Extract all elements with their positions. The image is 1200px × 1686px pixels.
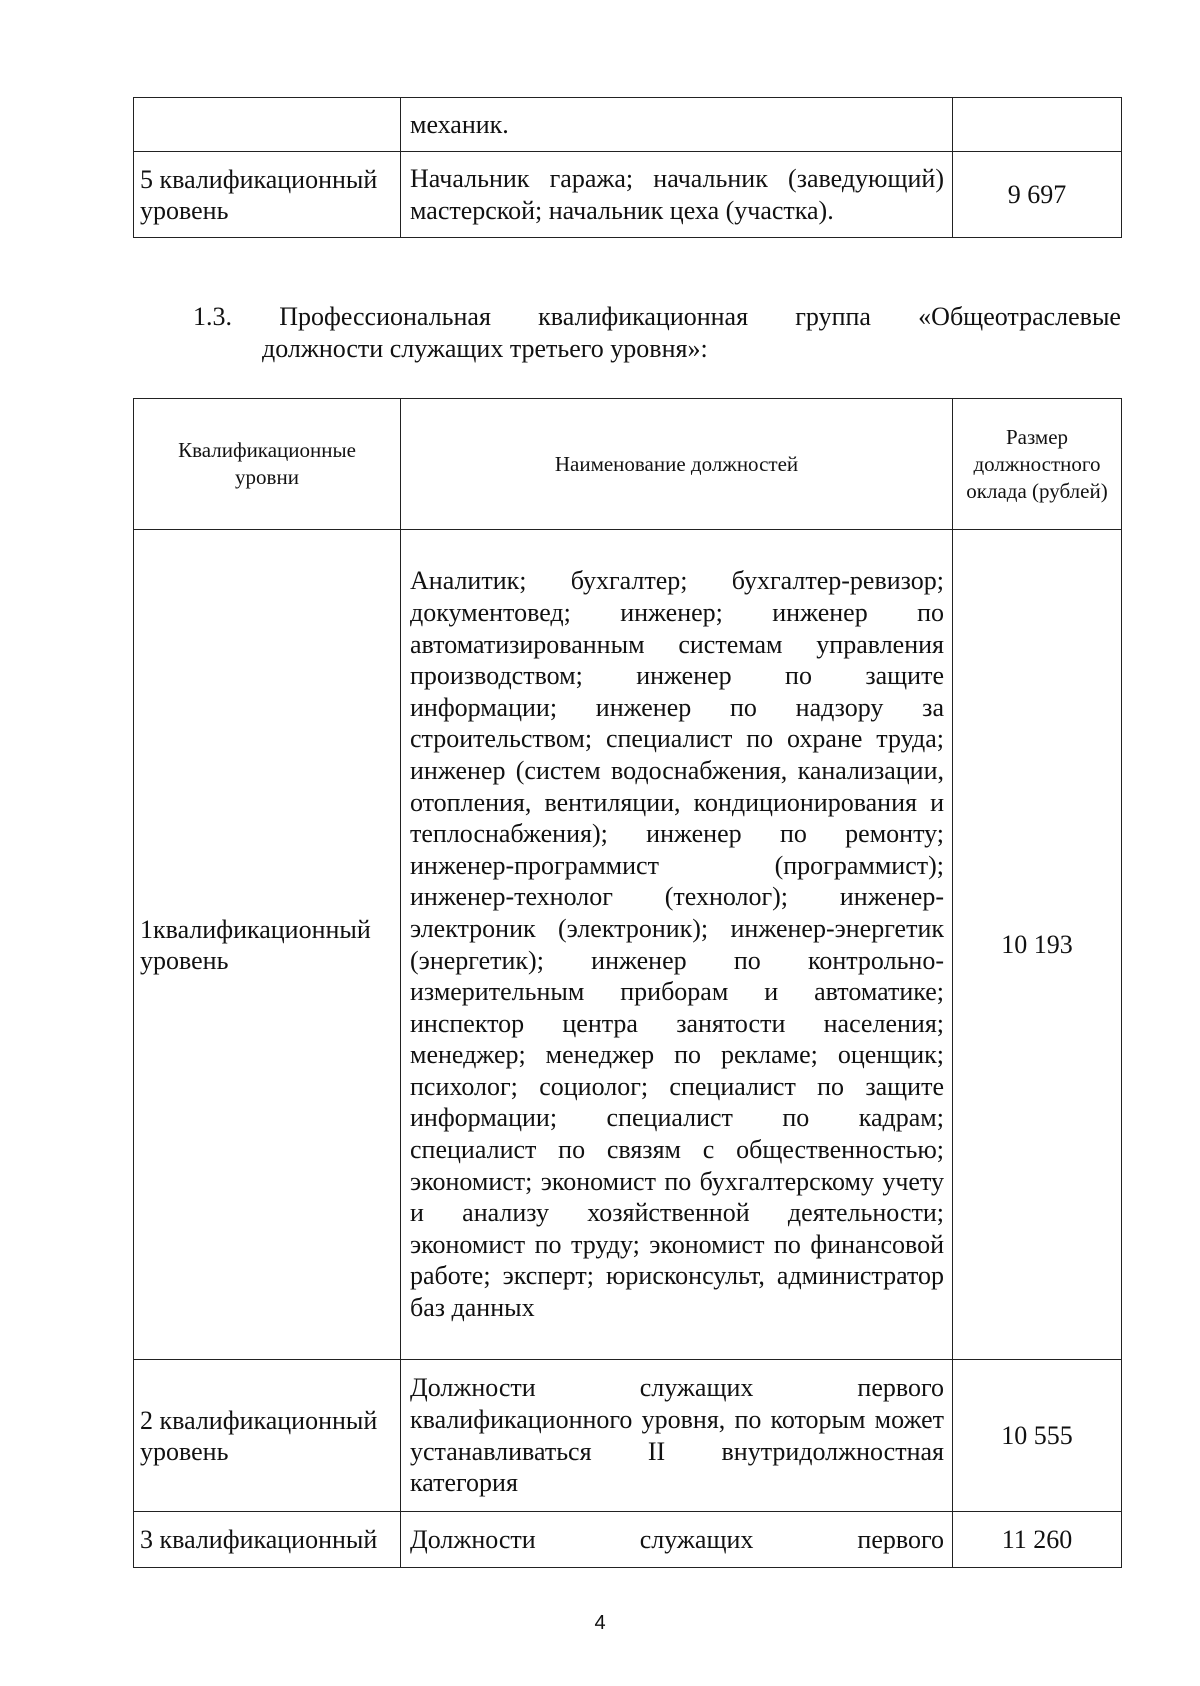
table-row bbox=[134, 1512, 1122, 1568]
salary-table bbox=[133, 398, 1122, 1568]
salary-cell: 10 555 bbox=[953, 1360, 1122, 1512]
header-positions: Наименование должностей bbox=[401, 399, 953, 530]
header-salary: Размер должностного оклада (рублей) bbox=[953, 399, 1122, 530]
salary-cell: 9 697 bbox=[953, 152, 1122, 238]
salary-cell: 10 193 bbox=[953, 530, 1122, 1360]
salary-cell bbox=[953, 98, 1122, 152]
section-word: группа bbox=[795, 302, 871, 331]
level-cell: 2 квалификационный уровень bbox=[134, 1360, 401, 1512]
table-row bbox=[134, 1360, 1122, 1512]
section-heading-line-2: должности служащих третьего уровня»: bbox=[262, 334, 708, 363]
header-levels: Квалификационные уровни bbox=[134, 399, 401, 530]
table-row bbox=[134, 152, 1122, 238]
section-heading-line-1 bbox=[193, 301, 1121, 333]
section-number: 1.3. bbox=[193, 302, 232, 331]
table-row bbox=[134, 530, 1122, 1360]
page-number: 4 bbox=[594, 1612, 606, 1634]
section-heading bbox=[193, 301, 1121, 365]
positions-cell: Аналитик; бухгалтер; бухгалтер-ревизор; документовед; инженер; инженер по автоматизированным системам управления производством; инженер по защите информации; инженер по надзору за строительством; специалист по охране труда; инженер (систем водоснабжения, канализации, отопления, вентиляции, кондиционирования и теплоснабжения); инженер по ремонту; инженер-программист (программист); инженер-технолог (технолог); инженер-электроник (электроник); инженер-энергетик (энергетик); инженер по контрольно-измерительным приборам и автоматике; инспектор центра занятости населения; менеджер; менеджер по рекламе; оценщик; психолог; социолог; специалист по защите информации; специалист по кадрам; специалист по связям с общественностью; экономист; экономист по бухгалтерскому учету и анализу хозяйственной деятельности; экономист по труду; экономист по финансовой работе; эксперт; юрисконсульт, администратор баз данных bbox=[401, 530, 953, 1360]
table-row bbox=[134, 98, 1122, 152]
level-cell bbox=[134, 98, 401, 152]
positions-cell: механик. bbox=[401, 98, 953, 152]
positions-cell: Начальник гаража; начальник (заведующий) мастерской; начальник цеха (участка). bbox=[401, 152, 953, 238]
level-cell: 3 квалификационный bbox=[134, 1512, 401, 1568]
table-header-row bbox=[134, 399, 1122, 530]
section-word: Профессиональная bbox=[279, 302, 491, 331]
level-cell: 1квалификационный уровень bbox=[134, 530, 401, 1360]
salary-cell: 11 260 bbox=[953, 1512, 1122, 1568]
salary-table-continued bbox=[133, 97, 1122, 238]
level-cell: 5 квалификационный уровень bbox=[134, 152, 401, 238]
section-word: квалификационная bbox=[538, 302, 749, 331]
positions-cell: Должности служащих первого bbox=[401, 1512, 953, 1568]
section-word: «Общеотраслевые bbox=[918, 302, 1121, 331]
positions-cell: Должности служащих первого квалификационного уровня, по которым может устанавливаться II внутридолжностная категория bbox=[401, 1360, 953, 1512]
